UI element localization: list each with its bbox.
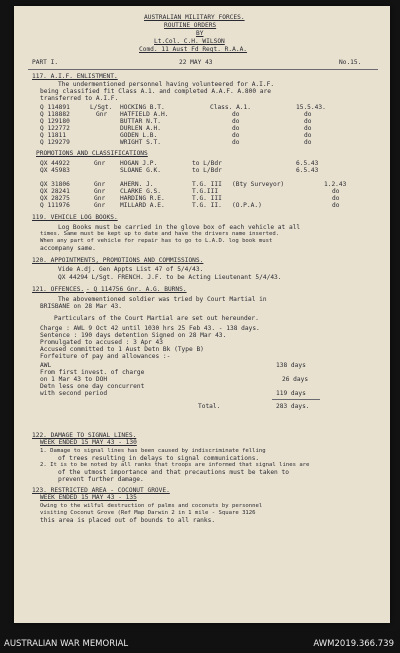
enlist-date: do — [304, 139, 312, 146]
awl-days: 138 days — [276, 362, 306, 369]
section-120-line-1: Vide A.dj. Gen Appts List 47 of 5/4/43. — [58, 266, 204, 273]
header-divider — [28, 69, 378, 70]
section-117-intro-1: The undermentioned personnel having volunteered for A.I.F. — [58, 81, 275, 88]
class-note: (O.P.A.) — [232, 202, 262, 209]
enlist-date: do — [304, 111, 312, 118]
section-121-line-7: Accused committed to 1 Aust Detn Bk (Type B) — [40, 346, 204, 353]
section-117-title: 117. A.I.F. ENLISTMENT. — [32, 73, 118, 80]
class-date: do — [332, 202, 340, 209]
enlist-class: do — [232, 111, 240, 118]
section-123-ref: WEEK ENDED 15 MAY 43 - 135 — [40, 494, 137, 501]
detn-label-2: with second period — [40, 390, 108, 397]
class-no: QX 28275 — [40, 195, 70, 202]
promo-date: 6.5.43 — [296, 160, 319, 167]
enlist-class: do — [232, 125, 240, 132]
enlist-class: do — [232, 118, 240, 125]
section-120-line-2: QX 44294 L/Sgt. FRENCH. J.F. to be Acting Lieutenant 5/4/43. — [58, 274, 282, 281]
section-121-line-3: Particulars of the Court Martial are set out hereunder. — [54, 315, 259, 322]
enlist-no: Q 118882 — [40, 111, 70, 118]
total-rule — [272, 399, 320, 400]
class-rank: Gnr — [94, 202, 106, 209]
class-name: HARDING R.E. — [120, 195, 165, 202]
class-no: QX 28241 — [40, 188, 70, 195]
class-date: do — [332, 195, 340, 202]
enlist-date: 15.5.43. — [296, 104, 326, 111]
archive-footer — [0, 630, 400, 653]
section-121-line-6: Promulgated to accused : 3 Apr 43 — [40, 339, 163, 346]
class-name: CLARKE G.S. — [120, 188, 161, 195]
detn-days: 119 days — [276, 390, 306, 397]
section-122-line-3: 2. It is to be noted by all ranks that troops are informed that signal lines are — [40, 462, 310, 468]
promo-name: SLOANE G.K. — [120, 167, 161, 174]
enlist-date: do — [304, 132, 312, 139]
enlist-name: DURLEN A.H. — [120, 125, 161, 132]
header-line-1: AUSTRALIAN MILITARY FORCES. — [144, 14, 245, 21]
section-123-title: 123. RESTRICTED AREA - COCONUT GROVE. — [32, 487, 170, 494]
section-123-line-3: this area is placed out of bounds to all ranks. — [40, 517, 216, 524]
section-119-line-2: times. Same must be kept up to date and have the drivers name inserted. — [40, 231, 280, 237]
class-note: (Bty Surveyor) — [232, 181, 285, 188]
section-121-line-8: Forfeiture of pay and allowances :- — [40, 353, 171, 360]
promo-to: to L/Bdr — [192, 160, 222, 167]
promo-rank: Gnr — [94, 160, 106, 167]
header-line-5: Comd. 11 Aust Fd Regt. R.A.A. — [139, 46, 248, 53]
section-119-line-3: When any part of vehicle for repair has to go to L.A.D. log book must — [40, 238, 273, 244]
enlist-no: Q 129279 — [40, 139, 70, 146]
total-label: Total. — [198, 403, 221, 410]
header-line-4: Lt.Col. C.H. WILSON — [154, 38, 225, 45]
from-label-2: on 1 Mar 43 to DOH — [40, 376, 108, 383]
class-grade: T.G.III — [192, 188, 219, 195]
enlist-class: Class. A.1. — [210, 104, 251, 111]
section-122-line-4: of the utmost importance and that precautions must be taken to — [58, 469, 289, 476]
part-label: PART I. — [32, 59, 59, 66]
detn-label-1: Detn less one day concurrent — [40, 383, 145, 390]
class-grade: T.G. III — [192, 181, 222, 188]
promo-no: QX 45983 — [40, 167, 70, 174]
class-name: AHERN. J. — [120, 181, 154, 188]
class-grade: T.G. III — [192, 195, 222, 202]
enlist-date: do — [304, 118, 312, 125]
section-122-ref: WEEK ENDED 15 MAY 43 - 130 — [40, 439, 137, 446]
section-118-title: PROMOTIONS AND CLASSIFICATIONS — [36, 150, 148, 157]
section-121-line-5: Sentence : 190 days detention Signed on 28 Mar 43. — [40, 332, 227, 339]
class-name: MILLARD A.E. — [120, 202, 165, 209]
class-date: 1.2.43 — [324, 181, 347, 188]
class-date: do — [332, 188, 340, 195]
section-117-intro-3: transferred to A.I.F. — [40, 95, 119, 102]
section-121-subject: - Q 114756 Gnr. A.G. BURNS. — [86, 286, 187, 293]
enlist-no: Q 114891 — [40, 104, 70, 111]
header-line-3: BY — [196, 30, 204, 37]
section-121-line-2: BRISBANE on 28 Mar 43. — [40, 303, 122, 310]
promo-to: to L/Bdr — [192, 167, 222, 174]
section-121-line-1: The abovementioned soldier was tried by Court Martial in — [58, 296, 267, 303]
enlist-class: do — [232, 132, 240, 139]
section-123-line-1: Owing to the wilful destruction of palms and coconuts by personnel — [40, 503, 263, 509]
promo-no: QX 44922 — [40, 160, 70, 167]
class-no: QX 31806 — [40, 181, 70, 188]
enlist-no: Q 11811 — [40, 132, 67, 139]
enlist-rank: Gnr — [96, 111, 108, 118]
enlist-class: do — [232, 139, 240, 146]
class-rank: Gnr — [94, 188, 106, 195]
total-days: 283 days. — [276, 403, 310, 410]
enlist-no: Q 129180 — [40, 118, 70, 125]
document-page — [14, 6, 390, 623]
enlist-date: do — [304, 125, 312, 132]
section-122-line-2: of trees resulting in delays to signal communications. — [58, 455, 260, 462]
enlist-name: HATFIELD A.H. — [120, 111, 169, 118]
enlist-name: BUTTAR N.T. — [120, 118, 161, 125]
section-121-line-4: Charge : AWL 9 Oct 42 until 1030 hrs 25 Feb 43. - 138 days. — [40, 325, 260, 332]
enlist-name: GODEN L.B. — [120, 132, 158, 139]
section-123-line-2: visiting Coconut Grove (Ref Map Darwin 2 in 1 mile - Square 3126 — [40, 510, 256, 516]
class-rank: Gnr — [94, 195, 106, 202]
section-121-title: 121. OFFENCES. — [32, 286, 85, 293]
section-119-title: 119. VEHICLE LOG BOOKS. — [32, 214, 118, 221]
section-117-intro-2: being classified fit Class A.1. and completed A.A.F. A.800 are — [40, 88, 271, 95]
section-122-title: 122. DAMAGE TO SIGNAL LINES. — [32, 432, 137, 439]
from-label-1: From first invest. of charge — [40, 369, 145, 376]
footer-institution: AUSTRALIAN WAR MEMORIAL — [4, 639, 129, 649]
from-days: 26 days — [282, 376, 309, 383]
promo-name: HOGAN J.P. — [120, 160, 158, 167]
class-rank: Gnr — [94, 181, 106, 188]
order-number: No.15. — [339, 59, 362, 66]
class-grade: T.G. II. — [192, 202, 222, 209]
enlist-name: HOCKING B.T. — [120, 104, 165, 111]
header-line-2: ROUTINE ORDERS — [164, 22, 217, 29]
promo-date: 6.5.43 — [296, 167, 319, 174]
section-122-line-5: prevent further damage. — [58, 476, 144, 483]
enlist-name: WRIGHT S.T. — [120, 139, 161, 146]
section-120-title: 120. APPOINTMENTS, PROMOTIONS AND COMMISSIONS. — [32, 257, 204, 264]
enlist-rank: L/Sgt. — [90, 104, 113, 111]
section-119-line-4: accompany same. — [40, 245, 96, 252]
order-date: 22 MAY 43 — [179, 59, 213, 66]
footer-accession: AWM2019.366.739 — [313, 639, 394, 649]
class-no: Q 111976 — [40, 202, 70, 209]
section-122-line-1: 1. Damage to signal lines has been caused by indiscriminate felling — [40, 448, 266, 454]
enlist-no: Q 122772 — [40, 125, 70, 132]
awl-label: AWL — [40, 362, 52, 369]
section-119-line-1: Log Books must be carried in the glove box of each vehicle at all — [58, 224, 301, 231]
